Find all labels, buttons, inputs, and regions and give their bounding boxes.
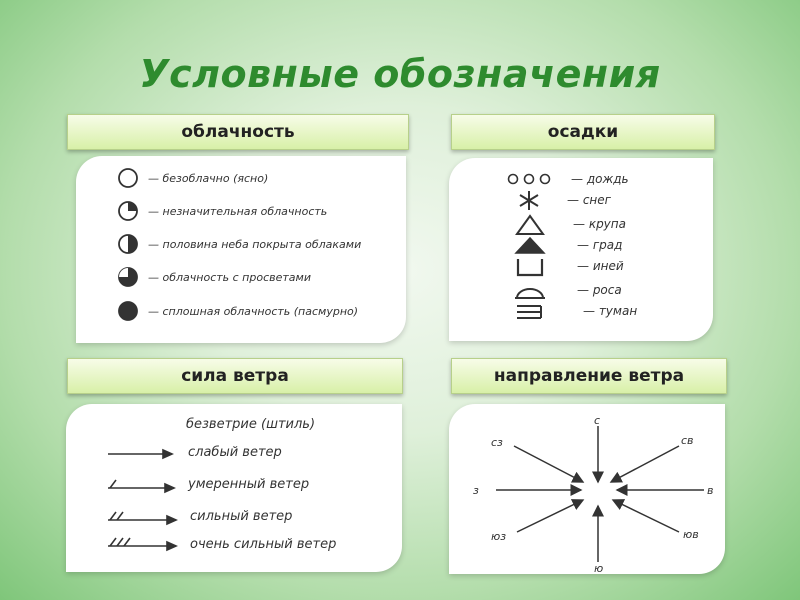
- compass-label-sw: юз: [491, 530, 507, 543]
- compass-label-se: юв: [683, 528, 699, 541]
- wind-label-light: слабый ветер: [188, 445, 282, 460]
- page-title: Условные обозначения: [139, 52, 661, 96]
- compass-label-s: ю: [594, 562, 604, 574]
- cloud-clear-icon: [119, 169, 137, 187]
- strong-wind-arrow-icon: [108, 512, 176, 524]
- compass-label-n: с: [594, 414, 601, 427]
- precip-label-graupel: — крупа: [573, 217, 626, 231]
- wind-strength-card: [66, 404, 402, 572]
- wind-label-moderate: умеренный ветер: [188, 477, 310, 492]
- wind-strength-legend: [66, 404, 402, 572]
- wind-label-very-strong: очень сильный ветер: [190, 537, 337, 552]
- cloud-overcast-icon: [119, 302, 137, 320]
- frost-icon: [518, 259, 542, 275]
- precipitation-legend: [449, 158, 713, 341]
- header-cloudiness: облачность: [67, 114, 409, 150]
- very-strong-wind-arrow-icon: [108, 538, 176, 550]
- cloud-label-overcast: — сплошная облачность (пасмурно): [148, 305, 359, 318]
- wind-direction-compass: [449, 404, 725, 574]
- precip-label-dew: — роса: [577, 283, 622, 297]
- light-wind-arrow-icon: [108, 450, 172, 458]
- precip-label-hail: — град: [577, 238, 623, 252]
- precip-label-frost: — иней: [577, 259, 624, 273]
- header-precipitation: осадки: [451, 114, 715, 150]
- graupel-icon: [517, 216, 543, 234]
- wind-label-calm: безветрие (штиль): [186, 417, 316, 432]
- moderate-wind-arrow-icon: [108, 480, 174, 492]
- rain-icon: [509, 175, 550, 184]
- compass-label-w: з: [473, 484, 479, 497]
- cloud-label-slight: — незначительная облачность: [148, 205, 328, 218]
- precip-label-rain: — дождь: [571, 172, 629, 186]
- wind-arrow-southeast: [613, 500, 679, 532]
- dew-icon: [515, 289, 545, 298]
- cloud-half-icon: [119, 235, 137, 253]
- wind-arrow-northwest: [514, 446, 583, 482]
- cloud-slight-icon: [119, 202, 137, 220]
- wind-label-strong: сильный ветер: [190, 509, 293, 524]
- wind-direction-card: [449, 404, 725, 574]
- header-wind-direction: направление ветра: [451, 358, 727, 394]
- wind-arrow-southwest: [517, 500, 583, 532]
- cloud-label-clear: — безоблачно (ясно): [148, 172, 269, 185]
- cloudiness-card: [76, 156, 406, 343]
- hail-icon: [516, 238, 544, 253]
- cloud-broken-icon: [119, 268, 137, 286]
- precip-label-snow: — снег: [567, 193, 611, 207]
- wind-arrow-northeast: [611, 446, 679, 482]
- compass-label-e: в: [707, 484, 714, 497]
- compass-label-ne: св: [681, 434, 694, 447]
- precipitation-card: [449, 158, 713, 341]
- cloud-label-broken: — облачность с просветами: [148, 271, 311, 284]
- precip-label-fog: — туман: [583, 304, 638, 318]
- compass-label-nw: сз: [491, 436, 503, 449]
- snow-icon: [520, 191, 538, 210]
- cloudiness-legend: [76, 156, 406, 343]
- fog-icon: [517, 306, 541, 318]
- header-wind-strength: сила ветра: [67, 358, 403, 394]
- cloud-label-half: — половина неба покрыта облаками: [148, 238, 362, 251]
